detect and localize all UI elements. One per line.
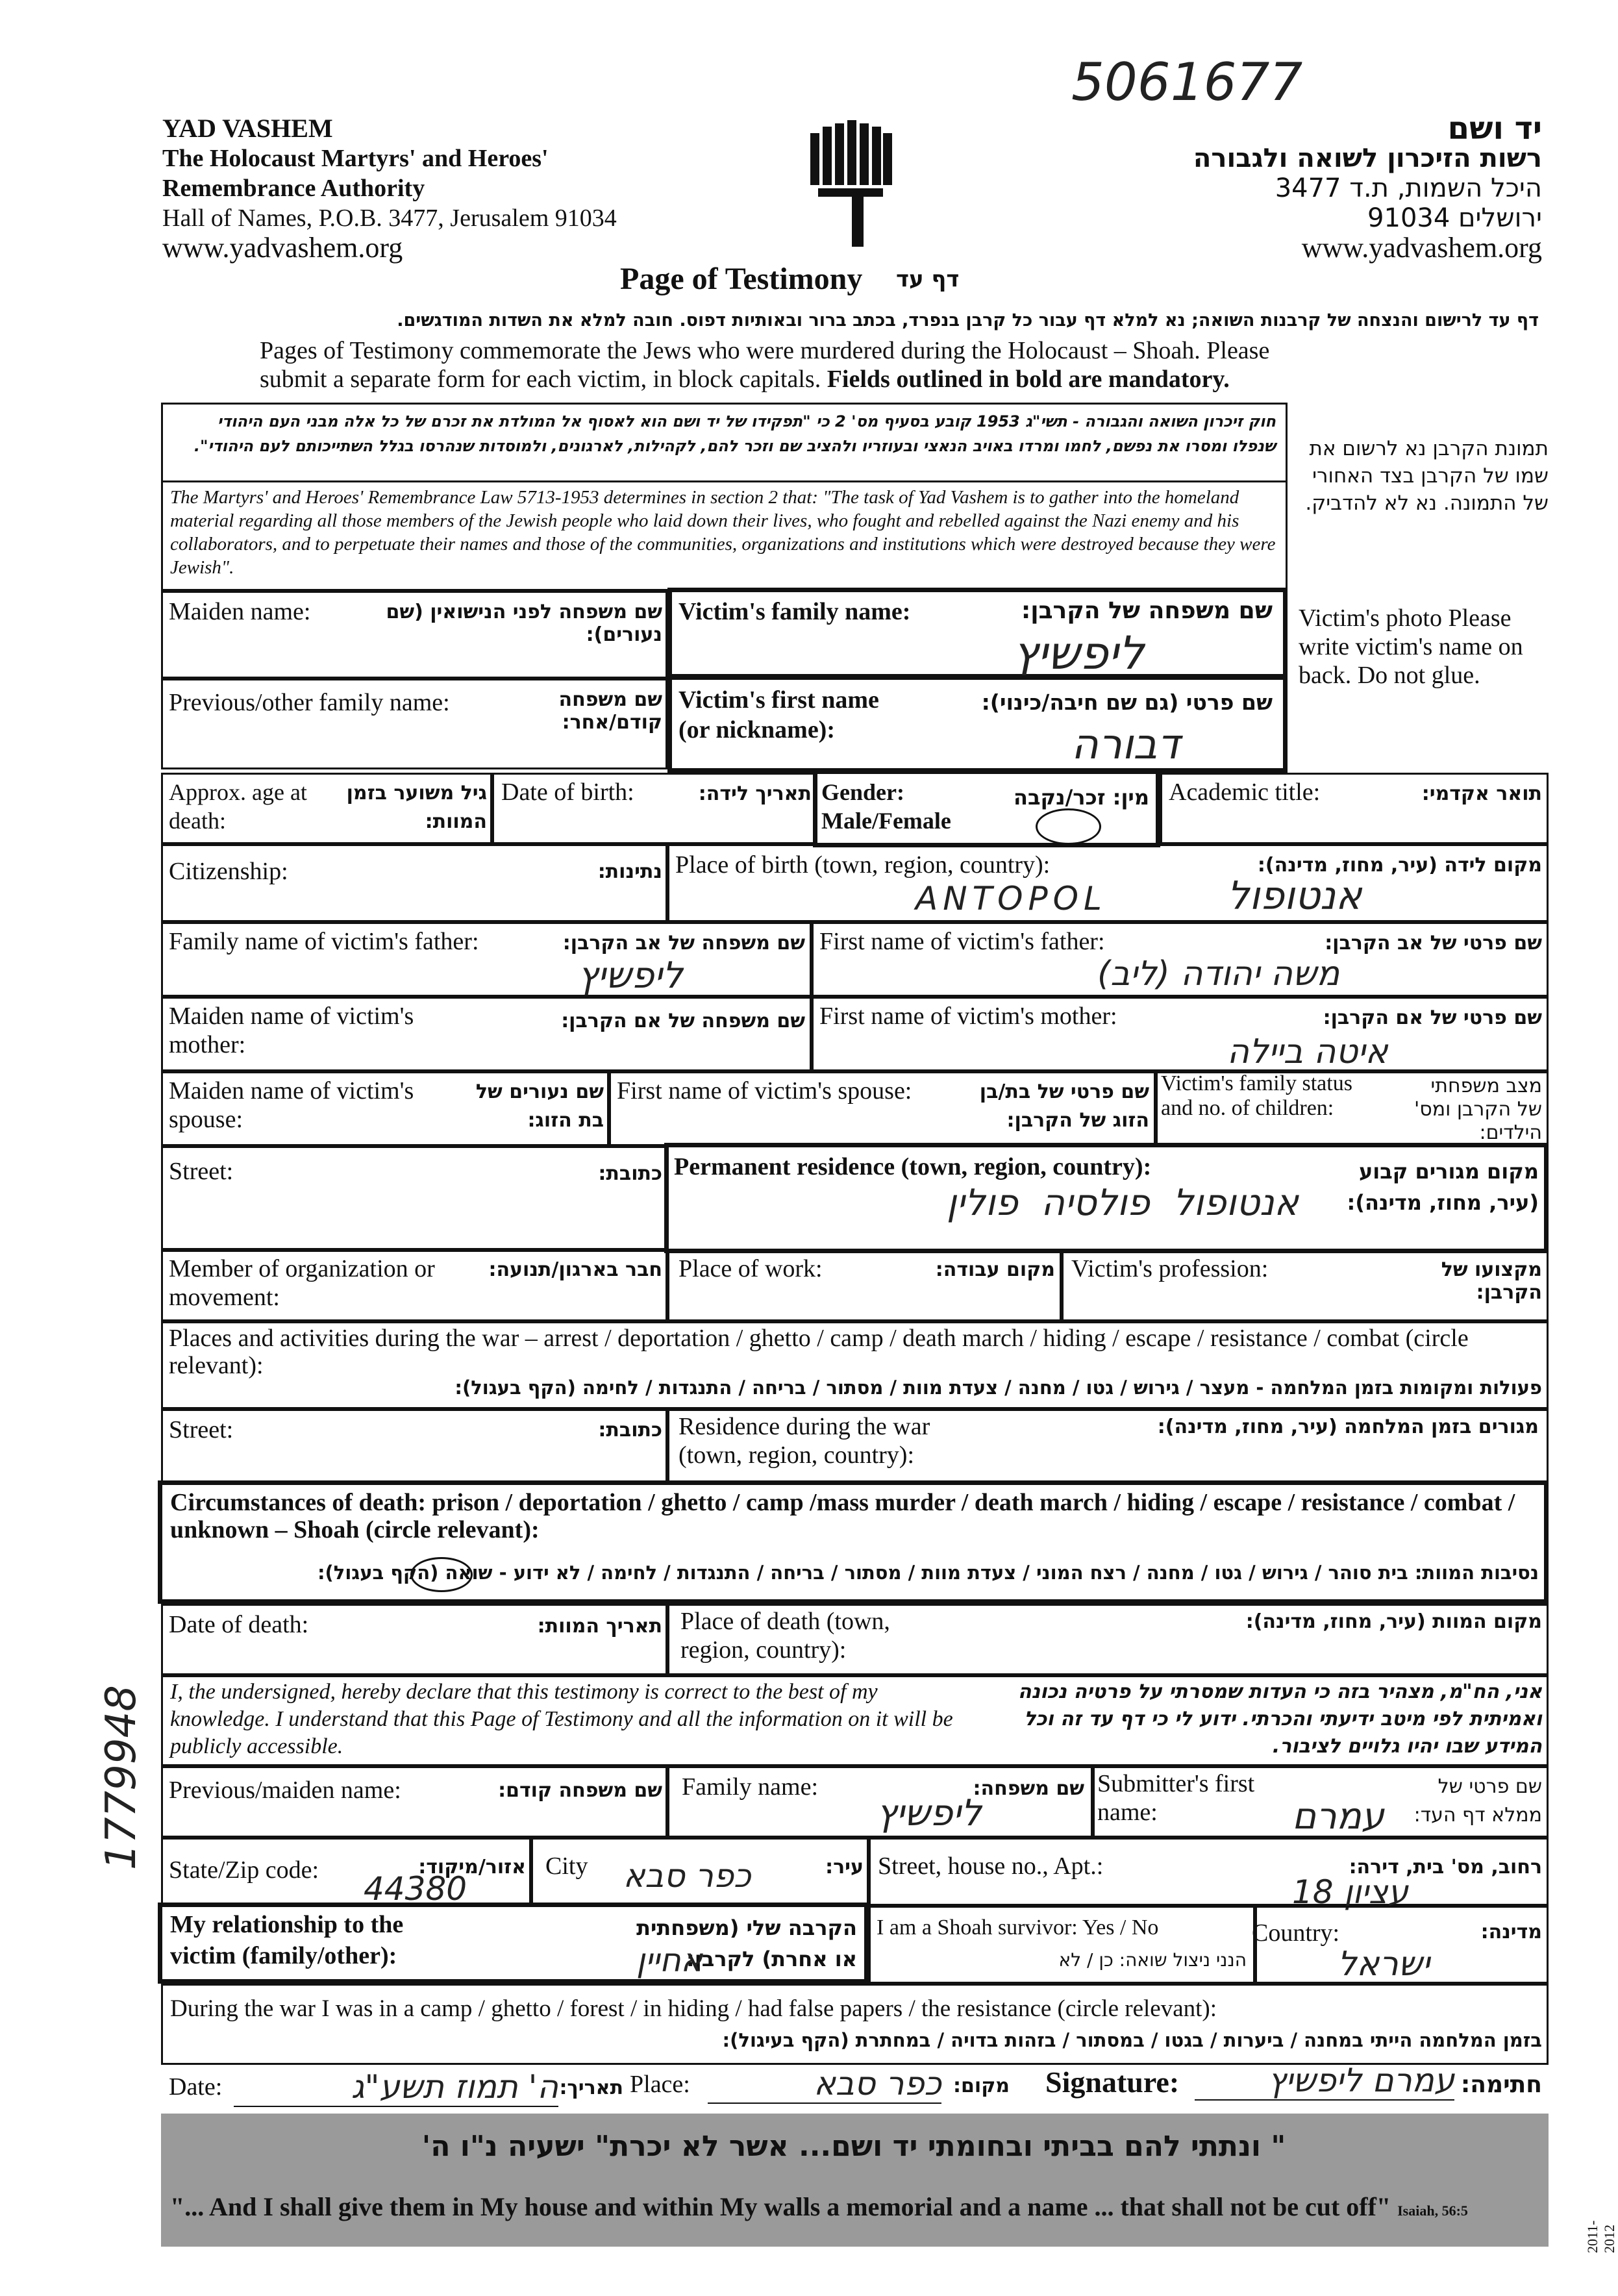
org-line2-en: The Holocaust Martyrs' and Heroes': [162, 145, 549, 172]
family-status-label: Victim's family status and no. of children:: [1161, 1071, 1352, 1120]
org-line3-en: Remembrance Authority: [162, 175, 425, 202]
org-line2-he: רשות הזיכרון לשואה ולגבורה: [1193, 144, 1542, 173]
intro-en-line2: submit a separate form for each victim, in block capitals.: [260, 366, 821, 393]
relationship-label-he: הקרבה שלי (משפחתית או אחרת) לקרבן:: [636, 1915, 857, 1971]
death-date-label-he: תאריך המוות:: [537, 1615, 662, 1638]
family-name-value[interactable]: ליפשיץ: [1013, 627, 1145, 680]
signature-label: Signature:: [1045, 2065, 1180, 2099]
residence-label-he: מקום מגורים קבוע (עיר, מחוז, מדינה):: [1347, 1159, 1539, 1215]
sub-first-name-value[interactable]: עמרם: [1292, 1795, 1384, 1838]
street-label: Street:: [169, 1158, 234, 1185]
header-he: [1193, 110, 1542, 264]
sub-street-value[interactable]: עציון 18: [1292, 1873, 1408, 1911]
survivor-label-he: הנני ניצול שואה: כן / לא: [1058, 1949, 1247, 1971]
street-label-he: כתובת:: [598, 1162, 662, 1185]
website-en[interactable]: www.yadvashem.org: [162, 232, 403, 264]
profession-label-he: מקצועו של הקרבן:: [1441, 1258, 1542, 1304]
form-title: Page of Testimony: [620, 262, 863, 296]
war-street-label-he: כתובת:: [598, 1419, 662, 1441]
zip-label: State/Zip code:: [169, 1856, 319, 1884]
sub-first-name-label-he: שם פרטי של ממלא דף העד:: [1413, 1775, 1542, 1827]
date-label: Date:: [169, 2073, 223, 2101]
family-name-label-he: שם משפחה של הקרבן:: [1021, 597, 1273, 624]
org-name-en: YAD VASHEM: [162, 114, 333, 143]
zip-value[interactable]: 44380: [364, 1870, 467, 1908]
residence-label: Permanent residence (town, region, country):: [674, 1153, 1152, 1180]
relationship-value[interactable]: אחיין: [636, 1941, 703, 1979]
place-label-he: מקום:: [953, 2075, 1010, 2097]
organization-label: Member of organization or movement:: [169, 1255, 435, 1311]
footer-quote-en-text: "... And I shall give them in My house and within My walls a memorial and a name ... that shall not be cut off": [170, 2192, 1391, 2221]
sub-family-name-label-he: שם משפחה:: [973, 1777, 1084, 1800]
first-name-label: Victim's first name (or nickname):: [678, 686, 879, 743]
law-he: חוק זיכרון השואה והגבורה - תשי"ג 1953 קובע בסעיף מס' 2 כי "תפקידו של יד ושם הוא לאסוף אל המולדת את זכרם של כל אלה מבני העם היהודי שנפלו ומסרו את נפשם, לחמו ומרדו באויב הנאצי ובעוזריו ולהציב שם וזכר להם, לקהילות, לארגונים, ולמוסדות שנהרסו בגלל השתייכותם לעם היהודי".: [193, 412, 1276, 455]
photo-instructions-he: תמונת הקרבן נא לרשום את שמו של הקרבן בצד האחורי של התמונה. נא לא להדביק.: [1305, 437, 1549, 515]
header-en: [162, 114, 617, 263]
mother-maiden-label-he: שם משפחה של אם הקרבן:: [561, 1010, 805, 1032]
country-value[interactable]: ישראל: [1338, 1945, 1430, 1984]
father-first-label: First name of victim's father:: [819, 928, 1105, 955]
circumstances-value: [416, 1565, 467, 1566]
sub-family-name-label: Family name:: [682, 1773, 819, 1801]
birthplace-value-en[interactable]: ANTOPOL: [915, 880, 1107, 917]
intro-en-line1: Pages of Testimony commemorate the Jews who were murdered during the Holocaust – Shoah. Please: [260, 337, 1270, 364]
sub-family-name-value[interactable]: ליפשיץ: [877, 1792, 982, 1834]
circumstances-label: Circumstances of death: prison / deportation / ghetto / camp /mass murder / death march / hiding / escape / resistance / combat / unknown – Shoah (circle relevant):: [170, 1489, 1515, 1543]
signature-label-he: חתימה:: [1460, 2071, 1542, 2098]
law-en: The Martyrs' and Heroes' Remembrance Law 5713-1953 determines in section 2 that: "The task of Yad Vashem is to gather into the homeland material regarding all those members of the Jewish people who laid down their lives, who fought and rebelled against the Nazi enemy and his collaborators, and to perpetuate their names and those of the communities, organizations and institutions which were destroyed because they were Jewish".: [170, 487, 1276, 578]
spouse-first-label: First name of victim's spouse:: [617, 1077, 912, 1104]
photo-instructions-en: Victim's photo Please write victim's name on back. Do not glue.: [1299, 605, 1523, 689]
footer-quote-en: [170, 2191, 1540, 2222]
family-name-label: Victim's family name:: [678, 598, 911, 625]
father-family-label: Family name of victim's father:: [169, 928, 479, 955]
form-title-he: דף עד: [896, 266, 960, 292]
footer-quote-ref: Isaiah, 56:5: [1397, 2202, 1468, 2219]
maiden-name-label: Maiden name:: [169, 598, 311, 625]
side-archive-number: 1779948: [97, 1684, 145, 1870]
death-place-label: Place of death (town, region, country):: [680, 1608, 890, 1664]
war-street-label: Street:: [169, 1416, 234, 1443]
sub-prev-name-label-he: שם משפחה קודם:: [498, 1779, 662, 1802]
sub-first-name-label: Submitter's first name:: [1097, 1770, 1255, 1826]
date-value[interactable]: ה' תמוז תשע"ג: [234, 2068, 558, 2107]
form-year: 2011-2012: [1584, 2220, 1617, 2253]
intro-he: דף עד לרישום והנצחה של קרבנות השואה; נא למלא דף עבור כל קרבן בנפרד, בכתב ברור ובאותיות דפוס. חובה למלא את השדות המודגשים.: [397, 310, 1539, 331]
dob-label-he: תאריך לידה:: [698, 782, 812, 805]
menorah-logo-icon: [805, 120, 896, 250]
birthplace-label-he: מקום לידה (עיר, מחוז, מדינה):: [1257, 854, 1542, 877]
footer-quote-he: " ונתתי להם בביתי ובחומתי יד ושם... אשר לא יכרת" ישעיה נ"ו ה': [421, 2130, 1286, 2163]
maiden-name-label-he: שם משפחה לפני הנישואין (שם נעורים):: [386, 601, 662, 646]
mother-first-value[interactable]: איטה ביילה: [1227, 1032, 1388, 1071]
signature-value[interactable]: עמרם ליפשיץ: [1195, 2062, 1454, 2101]
prev-name-label: Previous/other family name:: [169, 689, 450, 716]
father-family-label-he: שם משפחה של אב הקרבן:: [562, 932, 805, 955]
zip-label-he: אזור/מיקוד:: [418, 1856, 526, 1878]
first-name-value[interactable]: דבורה: [1071, 721, 1180, 769]
war-places-label-he: פעולות ומקומות בזמן המלחמה - מעצר / גירוש / גטו / מחנה / צעדת מוות / מסתור / בריחה / התנגדות / לחימה (הקף בעגול):: [454, 1377, 1542, 1399]
death-date-label: Date of death:: [169, 1611, 309, 1638]
birthplace-label: Place of birth (town, region, country):: [675, 851, 1051, 879]
age-label-he: גיל משוער בזמן המוות:: [346, 782, 487, 833]
father-first-label-he: שם פרטי של אב הקרבן:: [1325, 932, 1542, 955]
citizenship-label-he: נתינות:: [597, 860, 662, 883]
family-status-label-he: מצב משפחתי של הקרבן ומס' הילדים:: [1414, 1075, 1542, 1144]
city-value[interactable]: כפר סבא: [623, 1857, 751, 1895]
work-label: Place of work:: [678, 1255, 823, 1282]
father-first-value[interactable]: משה יהודה (ליב): [1097, 955, 1340, 993]
city-label: City: [545, 1853, 588, 1880]
sub-prev-name-label: Previous/maiden name:: [169, 1777, 401, 1804]
mother-first-label-he: שם פרטי של אם הקרבן:: [1323, 1006, 1542, 1029]
during-war-label-he: בזמן המלחמה הייתי במחנה / ביערות / בגטו / במסתור / בזהות בדויה / במחתרת (הקף בעיגול):: [722, 2029, 1542, 2051]
sub-street-label: Street, house no., Apt.:: [878, 1853, 1104, 1880]
circumstances-circle-mark: [410, 1557, 473, 1592]
intro-en-bold: Fields outlined in bold are mandatory.: [827, 366, 1230, 393]
country-label: Country:: [1252, 1919, 1340, 1947]
country-label-he: מדינה:: [1480, 1921, 1542, 1943]
place-value[interactable]: כפר סבא: [708, 2065, 941, 2104]
org-line4-he: ירושלים 91034: [1367, 203, 1542, 233]
archive-stamp-number: 5061677: [1071, 52, 1303, 112]
address-en: Hall of Names, P.O.B. 3477, Jerusalem 91034: [162, 205, 617, 232]
mother-first-label: First name of victim's mother:: [819, 1003, 1117, 1030]
place-label: Place:: [630, 2071, 690, 2098]
law-divider: [161, 480, 1288, 482]
gender-label-he: מין: זכר/נקבה: [1014, 785, 1149, 810]
profession-label: Victim's profession:: [1071, 1255, 1269, 1282]
sub-street-label-he: רחוב, מס' בית, דירה:: [1349, 1856, 1542, 1878]
organization-label-he: חבר בארגון/תנועה:: [488, 1258, 662, 1281]
work-label-he: מקום עבודה:: [935, 1258, 1055, 1281]
citizenship-label: Citizenship:: [169, 858, 288, 885]
academic-label: Academic title:: [1169, 779, 1321, 806]
org-line3-he: היכל השמות, ת.ד 3477: [1275, 173, 1542, 203]
academic-label-he: תואר אקדמי:: [1421, 782, 1542, 805]
gender-value: [1039, 815, 1094, 816]
spouse-maiden-label-he: שם נעורים של בת הזוג:: [475, 1080, 604, 1132]
spouse-first-label-he: שם פרטי של בת/בן הזוג של הקרבן:: [979, 1080, 1149, 1132]
war-residence-label-he: מגורים בזמן המלחמה (עיר, מחוז, מדינה):: [1157, 1416, 1539, 1438]
date-label-he: תאריך:: [559, 2077, 623, 2099]
father-family-value[interactable]: ליפשיץ: [578, 955, 683, 997]
circumstances-label-he: נסיבות המוות: בית סוהר / גירוש / גטו / מחנה / רצח המוני / צעדת מוות / מסתור / בריחה / התנגדות / לחימה / לא ידוע - שואה (הקף בעגול):: [317, 1562, 1539, 1584]
org-name-he: יד ושם: [1447, 110, 1542, 147]
declaration-en: I, the undersigned, hereby declare that this testimony is correct to the best of my knowledge. I understand that this Page of Testimony and all the information on it will be publicly accessible.: [170, 1680, 953, 1758]
first-name-label-he: שם פרטי (גם שם חיבה/כינוי):: [981, 690, 1273, 715]
mother-maiden-label: Maiden name of victim's mother:: [169, 1003, 414, 1058]
gender-circle-mark: [1036, 808, 1101, 845]
during-war-label: During the war I was in a camp / ghetto / forest / in hiding / had false papers / the resistance (circle relevant):: [170, 1995, 1217, 2022]
city-label-he: עיר:: [825, 1856, 864, 1878]
age-label: Approx. age at death:: [169, 779, 307, 834]
war-places-label: Places and activities during the war – arrest / deportation / ghetto / camp / death march / hiding / escape / resistance / combat (circle relevant):: [169, 1325, 1469, 1379]
survivor-label: I am a Shoah survivor: Yes / No: [877, 1915, 1159, 1940]
gender-label: Gender: Male/Female: [821, 779, 951, 834]
prev-name-label-he: שם משפחה קודם/אחר:: [558, 688, 662, 734]
war-residence-label: Residence during the war (town, region, country):: [678, 1413, 930, 1469]
intro-en: [260, 336, 1493, 393]
declaration-he: אני, הח"מ, מצהיר בזה כי העדות שמסרתי על פרטיה נכונה ואמיתית לפי מיטב ידיעתי והכרתי. ידוע לי כי דף עד זה וכל המידע שבו יהיו גלויים לציבור.: [1018, 1680, 1542, 1758]
website-he[interactable]: www.yadvashem.org: [1301, 232, 1542, 264]
death-place-label-he: מקום המוות (עיר, מחוז, מדינה):: [1245, 1610, 1542, 1633]
relationship-label: My relationship to the victim (family/other):: [170, 1911, 404, 1969]
street-box: [161, 1146, 667, 1250]
dob-label: Date of birth:: [501, 779, 634, 806]
spouse-maiden-label: Maiden name of victim's spouse:: [169, 1077, 414, 1133]
birthplace-value-he[interactable]: אנטופול: [1227, 873, 1362, 919]
residence-value[interactable]: אנטופול פולסיה פולין: [946, 1182, 1299, 1224]
yad-vashem-logo: [805, 120, 896, 250]
